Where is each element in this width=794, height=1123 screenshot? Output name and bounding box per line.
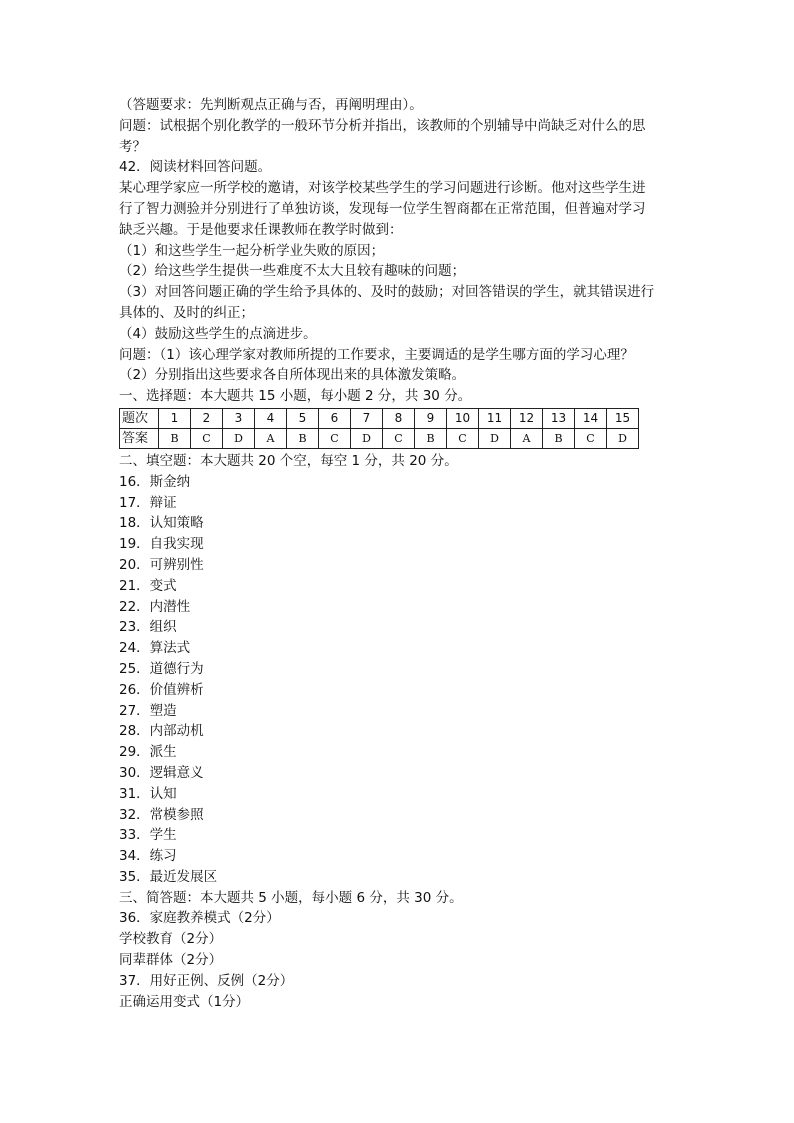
answer-cell: D xyxy=(607,428,639,448)
answer-item: 25．道德行为 xyxy=(119,660,204,677)
text-line: 缺乏兴趣。于是他要求任课教师在教学时做到： xyxy=(119,221,403,238)
text-line: （答题要求：先判断观点正确与否，再阐明理由）。 xyxy=(119,97,423,113)
answer-item: 22．内潜性 xyxy=(119,598,191,615)
text-line: 42．阅读材料回答问题。 xyxy=(119,159,272,176)
answer-cell: B xyxy=(287,428,319,448)
answer-cell: D xyxy=(479,428,511,448)
answer-item: 17．辩证 xyxy=(119,494,177,511)
answer-item: 23．组织 xyxy=(119,619,177,636)
answer-item: 正确运用变式（1分） xyxy=(119,993,250,1010)
answer-cell: D xyxy=(223,428,255,448)
question-number-cell: 8 xyxy=(383,408,415,428)
row-label: 答案 xyxy=(120,428,159,448)
question-number-cell: 9 xyxy=(415,408,447,428)
answer-item: 32．常模参照 xyxy=(119,806,204,823)
question-number-cell: 7 xyxy=(351,408,383,428)
answer-item: 35．最近发展区 xyxy=(119,868,218,885)
answer-item: 学校教育（2分） xyxy=(119,931,223,948)
text-line: （2）分别指出这些要求各自所体现出来的具体激发策略。 xyxy=(119,367,466,384)
document-page xyxy=(119,95,679,1012)
question-number-row xyxy=(120,408,639,428)
text-line: （1）和这些学生一起分析学业失败的原因； xyxy=(119,242,385,259)
question-number-cell: 12 xyxy=(511,408,543,428)
question-number-cell: 15 xyxy=(607,408,639,428)
answer-cell: C xyxy=(191,428,223,448)
question-number-cell: 2 xyxy=(191,408,223,428)
answer-item: 28．内部动机 xyxy=(119,723,204,740)
question-number-cell: 14 xyxy=(575,408,607,428)
answer-item: 21．变式 xyxy=(119,577,177,594)
section-heading: 三、简答题：本大题共 5 小题，每小题 6 分，共 30 分。 xyxy=(119,889,463,906)
text-line: 行了智力测验并分别进行了单独访谈，发现每一位学生智商都在正常范围，但普遍对学习 xyxy=(119,200,646,217)
row-label: 题次 xyxy=(120,408,159,428)
text-line: 具体的、及时的纠正； xyxy=(119,304,254,321)
text-line: 考？ xyxy=(119,138,146,155)
question-number-cell: 4 xyxy=(255,408,287,428)
answer-item: 34．练习 xyxy=(119,848,177,865)
text-line: 问题：试根据个别化教学的一般环节分析并指出，该教师的个别辅导中尚缺乏对什么的思 xyxy=(119,117,646,134)
question-number-cell: 3 xyxy=(223,408,255,428)
answer-cell: B xyxy=(415,428,447,448)
question-number-cell: 1 xyxy=(159,408,191,428)
question-number-cell: 10 xyxy=(447,408,479,428)
answer-cell: D xyxy=(351,428,383,448)
text-line: 问题：（1）该心理学家对教师所提的工作要求，主要调适的是学生哪方面的学习心理？ xyxy=(119,346,634,363)
question-number-cell: 11 xyxy=(479,408,511,428)
text-line: 某心理学家应一所学校的邀请，对该学校某些学生的学习问题进行诊断。他对这些学生进 xyxy=(119,180,646,197)
answer-cell: A xyxy=(511,428,543,448)
question-number-cell: 13 xyxy=(543,408,575,428)
answer-item: 16．斯金纳 xyxy=(119,473,191,490)
answer-item: 36．家庭教养模式（2分） xyxy=(119,910,280,927)
question-number-cell: 5 xyxy=(287,408,319,428)
text-line: （3）对回答问题正确的学生给予具体的、及时的鼓励；对回答错误的学生，就其错误进行 xyxy=(119,284,655,301)
answer-cell: B xyxy=(159,428,191,448)
answer-cell: C xyxy=(575,428,607,448)
text-line: （4）鼓励这些学生的点滴进步。 xyxy=(119,325,317,342)
answer-item: 19．自我实现 xyxy=(119,536,204,553)
text-line: （2）给这些学生提供一些难度不太大且较有趣味的问题； xyxy=(119,263,466,280)
answer-cell: A xyxy=(255,428,287,448)
answer-item: 37．用好正例、反例（2分） xyxy=(119,972,294,989)
section-heading: 二、填空题：本大题共 20 个空，每空 1 分，共 20 分。 xyxy=(119,452,458,469)
answer-item: 18．认知策略 xyxy=(119,515,204,532)
answer-item: 24．算法式 xyxy=(119,640,191,657)
answer-table xyxy=(119,408,639,449)
answer-item: 30．逻辑意义 xyxy=(119,764,204,781)
question-number-cell: 6 xyxy=(319,408,351,428)
answer-cell: C xyxy=(447,428,479,448)
answer-item: 31．认知 xyxy=(119,785,177,802)
answer-item: 同辈群体（2分） xyxy=(119,952,223,969)
section-heading: 一、选择题：本大题共 15 小题，每小题 2 分，共 30 分。 xyxy=(119,388,472,405)
answer-cell: C xyxy=(383,428,415,448)
answer-cell: B xyxy=(543,428,575,448)
answer-item: 26．价值辨析 xyxy=(119,681,204,698)
answer-item: 27．塑造 xyxy=(119,702,177,719)
answer-row xyxy=(120,428,639,448)
answer-item: 29．派生 xyxy=(119,744,177,761)
answer-cell: C xyxy=(319,428,351,448)
answer-item: 20．可辨别性 xyxy=(119,556,204,573)
answer-item: 33．学生 xyxy=(119,827,177,844)
